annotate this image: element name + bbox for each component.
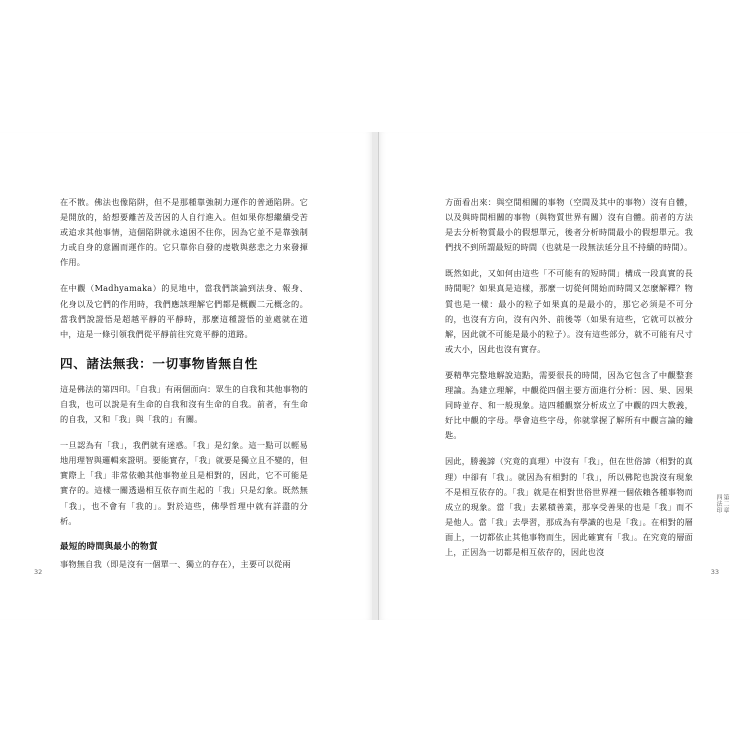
paragraph: 在不散。佛法也像陷阱，但不是那種靠強制力運作的普通陷阱。它是開放的，給想要離苦及苦因的人自行進入。但如果你想繼續受苦或追求其他事情，這個陷阱就永遠困不住你，因為它並不是靠強制力或自身的意圖而運作的。它只靠你自發的虔敬與慈悲之力來發揮作用。	[60, 197, 308, 268]
paragraph: 一旦認為有「我」，我們就有迷惑。「我」是幻象。這一點可以輕易地用理智與邏輯來證明。要能實存，「我」就要是獨立且不變的，但實際上「我」非常依賴其他事物並且是相對的，因此，它不可能是實存的。這樣一關透過相互依存而生起的「我」只是幻象。既然無「我」，也不會有「我的」。對於這些，佛學哲理中就有詳盡的分析。	[60, 440, 308, 526]
running-head	[715, 494, 729, 514]
paragraph: 方面看出來：與空間相關的事物（空間及其中的事物）沒有自體，以及與時間相關的事物（與物質世界有關）沒有自體。前者的方法是去分析物質最小的假想單元，後者分析時間最小的假想單元。我們找不到所謂最短的時間（也就是一段無法延分且不持續的時間）。	[445, 197, 693, 253]
running-head-title: 四法印	[715, 494, 722, 514]
page-number-left: 32	[34, 568, 43, 576]
paragraph: 事物無自我（即是沒有一個單一、獨立的存在），主要可以從兩	[60, 558, 291, 569]
paragraph: 因此，勝義諦（究竟的真理）中沒有「我」，但在世俗諦（相對的真理）中卻有「我」。就因為有相對的「我」，所以佛陀也說沒有現象不是相互依存的。「我」就是在相對世俗世界裡一個依賴各種事物而成立的現象。當「我」去累積善業，那享受善果的也是「我」而不是他人。當「我」去學習，那成為有學識的也是「我」。在相對的層面上，一切都依止其他事物而生，因此確實有「我」。在究竟的層面上，正因為一切都是相互依存的，因此也沒	[445, 456, 693, 557]
running-head-chapter: 第二章	[722, 494, 729, 514]
right-page-text-column	[445, 195, 693, 560]
paragraph: 既然如此，又如何由這些「不可能有的短時間」構成一段真實的長時間呢？如果真是這樣，那麼一切從何開始而時間又怎麼解釋？物質也是一樣：最小的粒子如果真的是最小的，那它必須是不可分的，也沒有方向，沒有內外、前後等（如果有這些，它就可以被分解，因此就不可能是最小的粒子）。沒有這些部分，就不可能有尺寸或大小，因此也沒有實存。	[445, 268, 693, 354]
left-page	[0, 132, 373, 620]
section-heading: 四、諸法無我：一切事物皆無自性	[60, 355, 258, 371]
page-number-right: 33	[710, 568, 719, 576]
left-page-text-column	[60, 195, 308, 572]
paragraph: 在中觀（Madhyamaka）的見地中，當我們談論到法身、報身、化身以及它們的作用時，我們應該理解它們都是概觀二元概念的。當我們說證悟是超越平靜的平靜時，那麼這種證悟的並處就在道中，這是一條引領我們從平靜前往究竟平靜的道路。	[60, 283, 308, 339]
book-spread	[0, 132, 750, 620]
subheading: 最短的時間與最小的物質	[60, 541, 158, 552]
paragraph: 這是佛法的第四印。「自我」有兩個面向：眾生的自我和其他事物的自我，也可以說是有生命的自我和沒有生命的自我。前者，有生命的自我，又和「我」與「我的」有關。	[60, 383, 308, 425]
right-page	[378, 132, 750, 620]
paragraph: 要精準完整地解說這點，需要很長的時間，因為它包含了中觀整套理論。為建立理解，中觀從四個主要方面進行分析：因、果、因果同時並存、和一般現象。這四種觀察分析成立了中觀的四大教義，好比中觀的字母。學會這些字母，你就掌握了解所有中觀言論的鑰匙。	[445, 369, 693, 441]
